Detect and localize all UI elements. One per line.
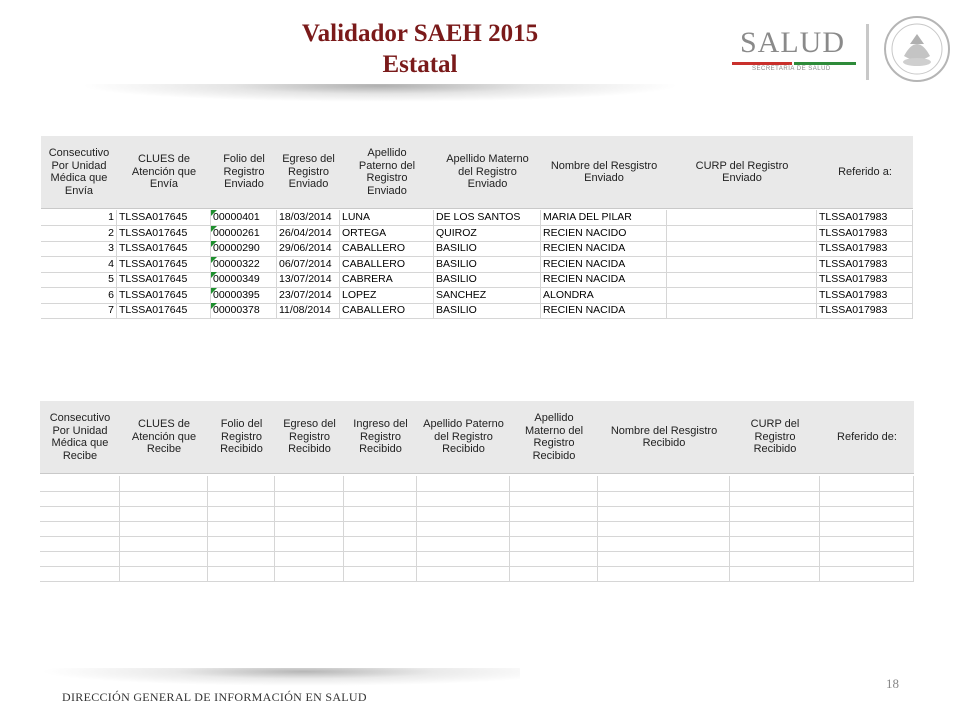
error-flag-icon [211,241,217,247]
sent-cell-5-7 [667,288,817,303]
received-empty-cell [820,476,914,491]
error-flag-icon [211,288,217,294]
sent-cell-6-5: BASILIO [434,303,541,318]
received-empty-cell [417,476,510,491]
received-empty-cell [208,476,275,491]
sent-cell-4-5: BASILIO [434,272,541,287]
received-empty-cell [820,551,914,566]
received-empty-cell [120,551,208,566]
sent-records-table [41,136,913,316]
logo-green-bar [794,62,856,65]
received-empty-cell [344,521,417,536]
received-empty-cell [820,491,914,506]
sent-header-8: Referido a: [838,165,892,178]
sent-cell-3-8: TLSSA017983 [817,257,913,272]
error-flag-icon [211,226,217,232]
sent-cell-5-2: 00000395 [211,288,277,303]
error-flag-icon [211,257,217,263]
sent-cell-4-0: 5 [41,272,117,287]
sent-cell-0-7 [667,210,817,225]
sent-cell-2-3: 29/06/2014 [277,241,340,256]
sent-cell-4-7 [667,272,817,287]
table-row [40,566,914,582]
table-row [41,288,913,304]
received-empty-cell [417,521,510,536]
received-empty-cell [417,536,510,551]
sent-cell-4-8: TLSSA017983 [817,272,913,287]
received-empty-cell [598,491,730,506]
received-header-7: Nombre del Resgistro Recibido [610,424,718,449]
received-empty-cell [417,566,510,581]
received-empty-cell [730,476,820,491]
received-empty-cell [510,491,598,506]
received-empty-cell [730,551,820,566]
received-empty-cell [730,491,820,506]
sent-cell-0-4: LUNA [340,210,434,225]
received-empty-cell [344,506,417,521]
received-empty-cell [344,476,417,491]
sent-cell-5-1: TLSSA017645 [117,288,211,303]
title-shadow-divider [80,84,680,102]
received-empty-cell [40,476,120,491]
received-empty-cell [598,551,730,566]
sent-cell-6-0: 7 [41,303,117,318]
sent-cell-4-1: TLSSA017645 [117,272,211,287]
seal-icon [882,14,952,84]
sent-header-1: CLUES de Atención que Envía [131,153,197,191]
table-row [40,476,914,492]
sent-cell-6-4: CABALLERO [340,303,434,318]
received-empty-cell [510,551,598,566]
sent-cell-2-2: 00000290 [211,241,277,256]
received-empty-cell [275,566,344,581]
sent-cell-1-5: QUIROZ [434,226,541,241]
sent-cell-3-6: RECIEN NACIDA [541,257,667,272]
page-number: 18 [886,676,899,691]
received-empty-cell [275,491,344,506]
sent-cell-3-7 [667,257,817,272]
sent-header-7: CURP del Registro Enviado [695,159,789,184]
sent-cell-6-7 [667,303,817,318]
received-empty-cell [208,521,275,536]
logo-divider [866,24,869,80]
sent-cell-2-5: BASILIO [434,241,541,256]
received-header-2: Folio del Registro Recibido [220,418,263,456]
sent-cell-5-4: LOPEZ [340,288,434,303]
table-row [40,536,914,552]
sent-cell-1-0: 2 [41,226,117,241]
sent-cell-4-3: 13/07/2014 [277,272,340,287]
received-empty-cell [40,566,120,581]
sent-cell-5-5: SANCHEZ [434,288,541,303]
received-empty-cell [510,506,598,521]
received-empty-cell [820,521,914,536]
received-empty-cell [730,536,820,551]
sent-cell-6-2: 00000378 [211,303,277,318]
received-empty-cell [820,536,914,551]
received-empty-cell [208,536,275,551]
salud-logo [732,26,862,76]
table-row [41,241,913,257]
sent-cell-5-6: ALONDRA [541,288,667,303]
sent-cell-2-1: TLSSA017645 [117,241,211,256]
received-empty-cell [40,521,120,536]
sent-cell-1-2: 00000261 [211,226,277,241]
received-empty-cell [275,476,344,491]
sent-cell-3-0: 4 [41,257,117,272]
error-flag-icon [211,272,217,278]
sent-cell-3-1: TLSSA017645 [117,257,211,272]
received-empty-cell [40,491,120,506]
table-row [40,551,914,567]
received-empty-cell [510,536,598,551]
received-table-header [40,401,914,474]
sent-cell-6-8: TLSSA017983 [817,303,913,318]
slide-title-line2: Estatal [382,51,458,78]
logo-subtitle: SECRETARÍA DE SALUD [752,66,831,72]
table-row [41,210,913,226]
received-empty-cell [730,506,820,521]
received-empty-cell [730,521,820,536]
received-empty-cell [208,506,275,521]
received-empty-cell [120,491,208,506]
received-empty-cell [510,476,598,491]
table-row [41,272,913,288]
sent-cell-3-2: 00000322 [211,257,277,272]
received-empty-cell [820,506,914,521]
received-empty-cell [40,536,120,551]
received-empty-cell [510,521,598,536]
received-empty-cell [598,476,730,491]
sent-cell-5-0: 6 [41,288,117,303]
table-row [40,491,914,507]
received-empty-cell [40,506,120,521]
received-empty-cell [510,566,598,581]
received-empty-cell [275,521,344,536]
footer-text: DIRECCIÓN GENERAL DE INFORMACIÓN EN SALUD [62,690,367,704]
received-empty-cell [417,491,510,506]
sent-cell-1-8: TLSSA017983 [817,226,913,241]
received-empty-cell [120,521,208,536]
received-header-8: CURP del Registro Recibido [750,418,800,456]
logo-red-bar [732,62,792,65]
received-empty-cell [598,521,730,536]
received-empty-cell [344,491,417,506]
table-row [40,521,914,537]
received-empty-cell [598,566,730,581]
sent-cell-3-3: 06/07/2014 [277,257,340,272]
received-empty-cell [120,506,208,521]
received-records-table [40,401,914,581]
received-empty-cell [344,536,417,551]
received-header-0: Consecutivo Por Unidad Médica que Recibe [49,412,111,462]
sent-cell-0-3: 18/03/2014 [277,210,340,225]
sent-cell-4-4: CABRERA [340,272,434,287]
sent-cell-2-6: RECIEN NACIDA [541,241,667,256]
sent-cell-0-6: MARIA DEL PILAR [541,210,667,225]
received-empty-cell [598,506,730,521]
received-header-4: Ingreso del Registro Recibido [353,418,408,456]
table-row [41,257,913,273]
slide-title-line1: Validador SAEH 2015 [301,20,539,47]
sent-cell-0-1: TLSSA017645 [117,210,211,225]
received-empty-cell [208,566,275,581]
sent-cell-4-6: RECIEN NACIDA [541,272,667,287]
sent-header-5: Apellido Materno del Registro Enviado [446,153,529,191]
received-empty-cell [344,566,417,581]
sent-header-2: Folio del Registro Enviado [223,153,265,191]
sent-cell-2-0: 3 [41,241,117,256]
sent-cell-1-7 [667,226,817,241]
salud-logo-text: SALUD [740,26,846,59]
received-empty-cell [120,566,208,581]
received-header-3: Egreso del Registro Recibido [283,418,336,456]
table-row [41,226,913,242]
received-empty-cell [208,491,275,506]
received-header-9: Referido de: [837,430,897,443]
table-row [40,506,914,522]
received-empty-cell [344,551,417,566]
sent-cell-0-2: 00000401 [211,210,277,225]
received-empty-cell [275,506,344,521]
sent-cell-2-8: TLSSA017983 [817,241,913,256]
received-empty-cell [208,551,275,566]
received-empty-cell [417,506,510,521]
received-empty-cell [598,536,730,551]
sent-cell-5-8: TLSSA017983 [817,288,913,303]
sent-cell-5-3: 23/07/2014 [277,288,340,303]
received-empty-cell [40,551,120,566]
sent-cell-2-4: CABALLERO [340,241,434,256]
sent-cell-6-3: 11/08/2014 [277,303,340,318]
received-empty-cell [275,551,344,566]
received-empty-cell [120,476,208,491]
received-empty-cell [417,551,510,566]
received-header-1: CLUES de Atención que Recibe [131,418,197,456]
sent-cell-6-6: RECIEN NACIDA [541,303,667,318]
sent-cell-2-7 [667,241,817,256]
sent-cell-1-1: TLSSA017645 [117,226,211,241]
received-empty-cell [730,566,820,581]
received-empty-cell [820,566,914,581]
sent-cell-1-4: ORTEGA [340,226,434,241]
sent-cell-0-5: DE LOS SANTOS [434,210,541,225]
sent-header-6: Nombre del Resgistro Enviado [550,159,658,184]
received-header-6: Apellido Materno del Registro Recibido [524,412,584,462]
sent-cell-0-0: 1 [41,210,117,225]
sent-cell-3-4: CABALLERO [340,257,434,272]
received-empty-cell [120,536,208,551]
footer-shadow-divider [40,668,520,686]
sent-cell-1-3: 26/04/2014 [277,226,340,241]
error-flag-icon [211,210,217,216]
received-header-5: Apellido Paterno del Registro Recibido [423,418,504,456]
sent-header-3: Egreso del Registro Enviado [282,153,335,191]
sent-cell-3-5: BASILIO [434,257,541,272]
received-empty-cell [275,536,344,551]
sent-header-4: Apellido Paterno del Registro Enviado [358,147,416,197]
table-row [41,303,913,319]
sent-cell-1-6: RECIEN NACIDO [541,226,667,241]
sent-header-0: Consecutivo Por Unidad Médica que Envía [48,147,110,197]
slide-title [220,18,620,80]
sent-cell-6-1: TLSSA017645 [117,303,211,318]
error-flag-icon [211,303,217,309]
sent-cell-4-2: 00000349 [211,272,277,287]
sent-cell-0-8: TLSSA017983 [817,210,913,225]
sent-table-header [41,136,913,209]
